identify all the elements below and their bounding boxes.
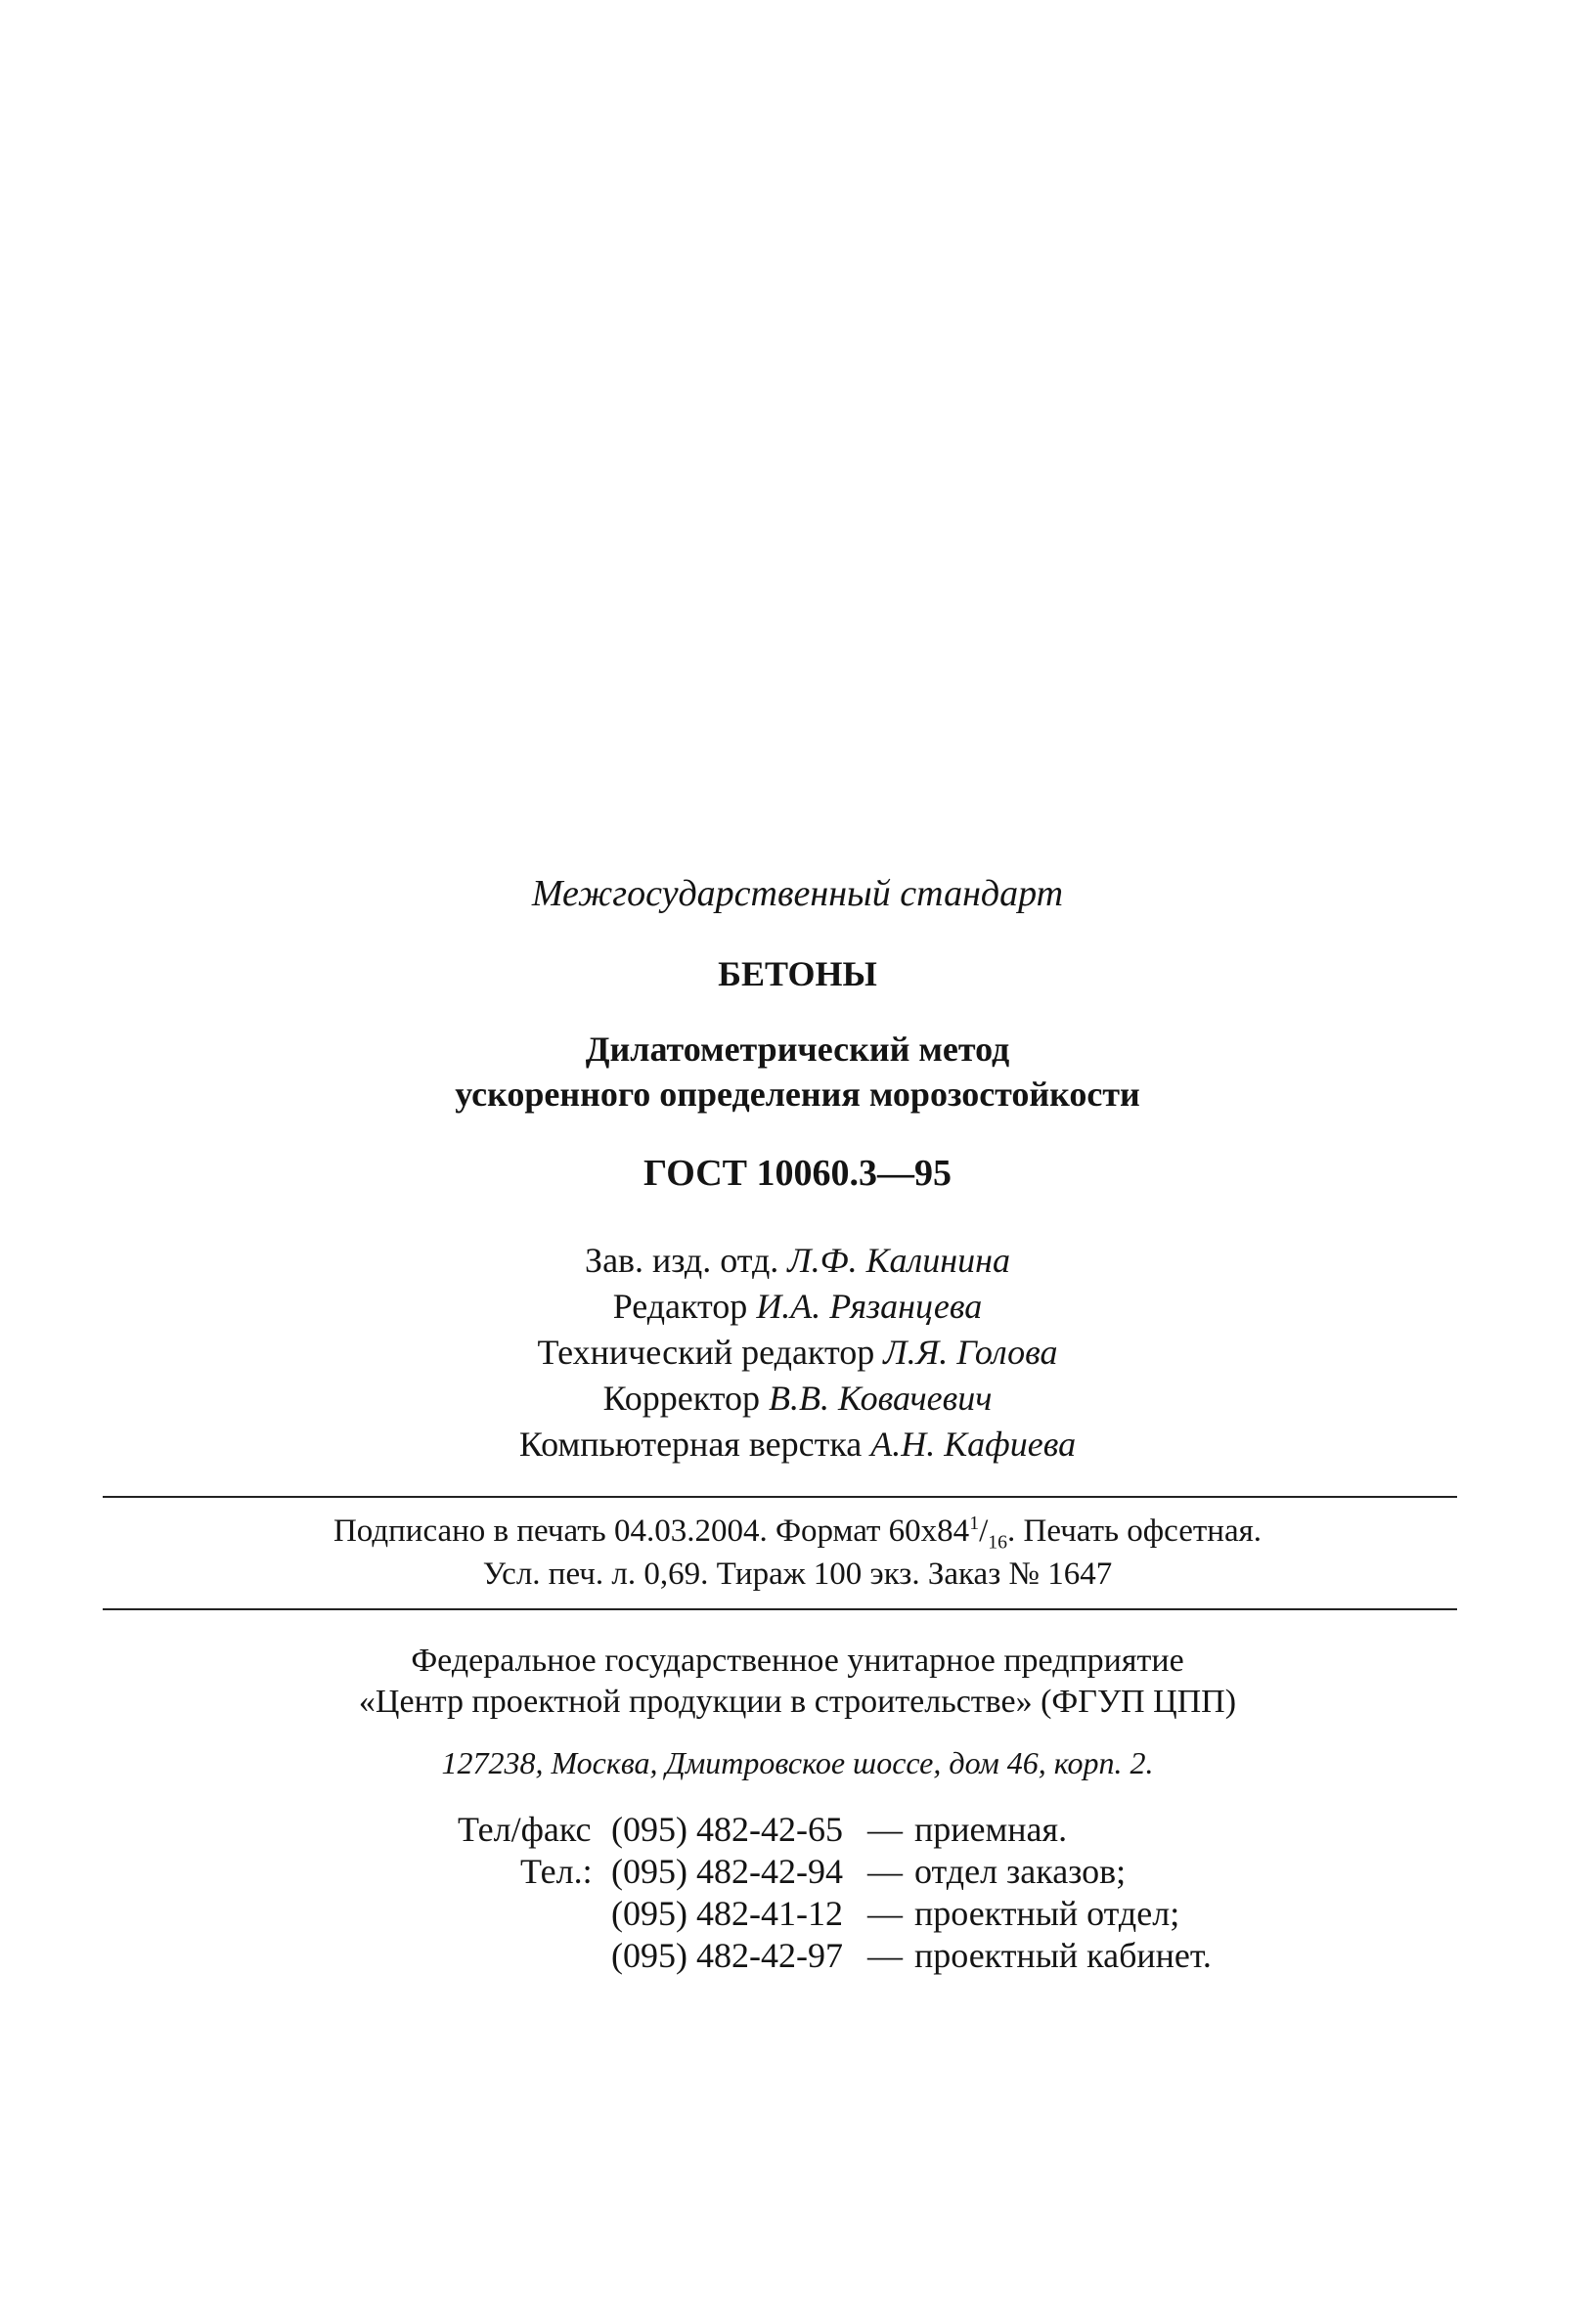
phone-label: Тел.: <box>520 1852 593 1891</box>
credit-role: Зав. изд. отд. <box>585 1241 779 1280</box>
phone-department: отдел заказов; <box>914 1852 1127 1891</box>
phone-dash: — <box>867 1936 903 1975</box>
imprint-text-a: Подписано в печать 04.03.2004. Формат 60x84 <box>332 1513 970 1549</box>
imprint-line1: Подписано в печать 04.03.2004. Формат $60x84^1/_{16}$. Печать офсетная. <box>332 1513 1263 1554</box>
credit-name: В.В. Ковачевич <box>769 1379 993 1418</box>
format-fraction-denominator: 16 <box>988 1531 1008 1554</box>
credit-name: И.А. Рязанцева <box>756 1287 983 1326</box>
imprint-text-b: . Печать офсетная. <box>1007 1513 1263 1549</box>
phone-department: проектный кабинет. <box>914 1936 1212 1975</box>
phone-dash: — <box>867 1852 903 1891</box>
phone-dash: — <box>867 1810 903 1849</box>
publisher-line1: Федеральное государственное унитарное предприятие <box>411 1643 1184 1679</box>
phone-department: проектный отдел; <box>914 1894 1180 1933</box>
credit-line <box>0 1286 1595 1327</box>
phone-number: (095) 482-42-97 <box>611 1936 843 1975</box>
credit-role: Корректор <box>602 1379 761 1418</box>
credit-line <box>0 1332 1595 1373</box>
phone-dash: — <box>867 1894 903 1933</box>
phone-number: (095) 482-42-94 <box>611 1852 843 1891</box>
divider-bottom <box>103 1608 1457 1610</box>
standard-kind: Межгосударственный стандарт <box>531 873 1064 914</box>
credit-name: Л.Я. Голова <box>883 1333 1058 1372</box>
standard-title: БЕТОНЫ <box>718 954 877 993</box>
phone-number: (095) 482-42-65 <box>611 1810 843 1849</box>
format-fraction-numerator: 1 <box>969 1513 980 1534</box>
credit-role: Редактор <box>612 1287 748 1326</box>
phone-department: приемная. <box>914 1810 1068 1849</box>
phone-label: Тел/факс <box>458 1810 592 1849</box>
publisher-line2: «Центр проектной продукции в строительстве» (ФГУП ЦПП) <box>358 1684 1237 1720</box>
standard-code: ГОСТ 10060.3—95 <box>642 1153 953 1194</box>
standard-subtitle-line2: ускоренного определения морозостойкости <box>455 1074 1140 1114</box>
phone-number: (095) 482-41-12 <box>611 1894 843 1933</box>
standard-subtitle-line1: Дилатометрический метод <box>585 1030 1010 1069</box>
imprint-line2: Усл. печ. л. 0,69. Тираж 100 экз. Заказ № 1647 <box>482 1557 1113 1592</box>
publisher-address: 127238, Москва, Дмитровское шоссе, дом 46, корп. 2. <box>441 1745 1154 1780</box>
divider-top <box>103 1496 1457 1498</box>
credit-role: Технический редактор <box>537 1333 875 1372</box>
credit-name: А.Н. Кафиева <box>870 1425 1077 1464</box>
credit-line <box>0 1424 1595 1465</box>
credit-name: Л.Ф. Калинина <box>787 1241 1010 1280</box>
credit-line <box>0 1378 1595 1419</box>
credit-line <box>0 1240 1595 1281</box>
credit-role: Компьютерная верстка <box>518 1425 863 1464</box>
